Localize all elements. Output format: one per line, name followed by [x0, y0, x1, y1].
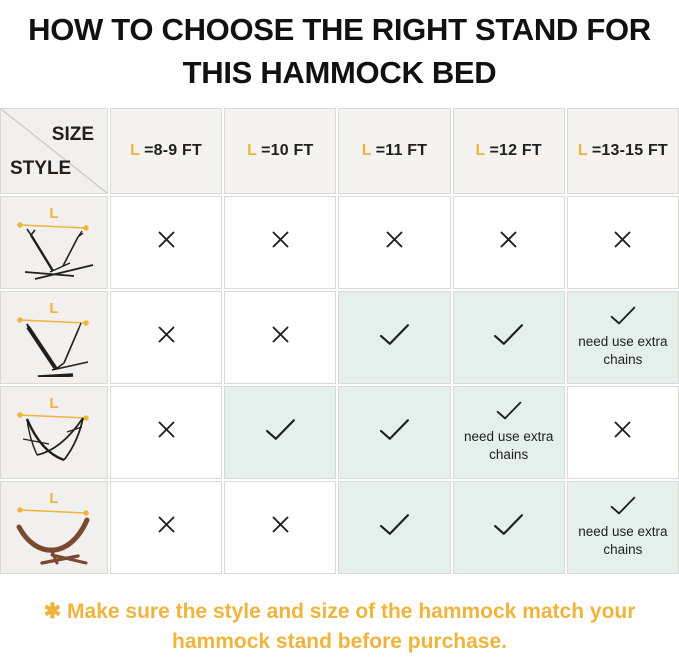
footer-text: Make sure the style and size of the hammock match your hammock stand before purchase. [67, 599, 636, 654]
cross-icon [270, 324, 291, 350]
check-icon [609, 495, 637, 521]
compat-cell-r3-c5 [567, 386, 679, 479]
compat-cell-r4-c5 [567, 481, 679, 574]
check-icon [609, 305, 637, 331]
title-line-1: HOW TO CHOOSE THE RIGHT STAND FOR [28, 12, 651, 47]
length-letter: L [475, 141, 486, 159]
page-title [0, 0, 679, 95]
check-icon [264, 417, 297, 447]
compat-cell-r1-c5 [567, 196, 679, 289]
corner-header-cell [0, 108, 108, 194]
foldable-butterfly-stand-icon [0, 386, 108, 479]
footer-note [0, 597, 679, 658]
check-icon [378, 322, 411, 352]
compat-cell-r3-c1 [110, 386, 222, 479]
compatibility-table [0, 108, 679, 574]
size-column-header-3 [338, 108, 450, 194]
size-range-label: =12 FT [489, 141, 542, 159]
cross-icon [384, 229, 405, 255]
compat-cell-r4-c1 [110, 481, 222, 574]
style-axis-label: STYLE [10, 157, 72, 179]
wooden-arc-stand-icon [0, 481, 108, 574]
compat-cell-r3-c4 [453, 386, 565, 479]
compat-cell-r2-c5 [567, 291, 679, 384]
check-icon [378, 417, 411, 447]
size-range-label: =10 FT [261, 141, 314, 159]
compat-cell-r1-c1 [110, 196, 222, 289]
compat-cell-r4-c4 [453, 481, 565, 574]
cross-icon [270, 229, 291, 255]
heavy-duty-v-stand-icon [0, 291, 108, 384]
extra-chains-note: need use extra chains [578, 524, 668, 558]
size-axis-label: SIZE [51, 123, 94, 145]
compat-cell-r1-c3 [338, 196, 450, 289]
cross-icon [498, 229, 519, 255]
size-range-label: =8-9 FT [144, 141, 203, 159]
length-letter: L [361, 141, 372, 159]
cross-icon [612, 419, 633, 445]
cross-icon [270, 514, 291, 540]
size-range-label: =13-15 FT [591, 141, 668, 159]
length-letter: L [577, 141, 588, 159]
check-icon [492, 322, 525, 352]
length-letter: L [247, 141, 258, 159]
compat-cell-r1-c4 [453, 196, 565, 289]
title-line-2: THIS HAMMOCK BED [182, 55, 497, 91]
compat-cell-r2-c2 [224, 291, 336, 384]
diagonal-divider [1, 109, 107, 193]
svg-text:L: L [49, 205, 59, 223]
cross-icon [156, 229, 177, 255]
length-letter: L [130, 141, 141, 159]
compat-cell-r1-c2 [224, 196, 336, 289]
svg-text:L: L [49, 490, 59, 508]
compat-cell-r2-c1 [110, 291, 222, 384]
check-icon [378, 512, 411, 542]
compat-cell-r3-c2 [224, 386, 336, 479]
compat-cell-r2-c4 [453, 291, 565, 384]
cross-icon [612, 229, 633, 255]
extra-chains-note: need use extra chains [578, 334, 668, 368]
compat-cell-r3-c3 [338, 386, 450, 479]
extra-chains-note: need use extra chains [464, 429, 554, 463]
compat-cell-r4-c2 [224, 481, 336, 574]
size-column-header-4 [453, 108, 565, 194]
asterisk-icon: ✱ [43, 599, 62, 623]
compat-cell-r2-c3 [338, 291, 450, 384]
svg-text:L: L [49, 395, 59, 413]
cross-icon [156, 324, 177, 350]
size-column-header-2 [224, 108, 336, 194]
cross-icon [156, 419, 177, 445]
check-icon [492, 512, 525, 542]
steel-v-stand-icon [0, 196, 108, 289]
compat-cell-r4-c3 [338, 481, 450, 574]
footer-note-text [37, 597, 643, 658]
svg-text:L: L [49, 300, 59, 318]
cross-icon [156, 514, 177, 540]
size-column-header-1 [110, 108, 222, 194]
size-column-header-5 [567, 108, 679, 194]
check-icon [495, 400, 523, 426]
size-range-label: =11 FT [375, 141, 428, 159]
